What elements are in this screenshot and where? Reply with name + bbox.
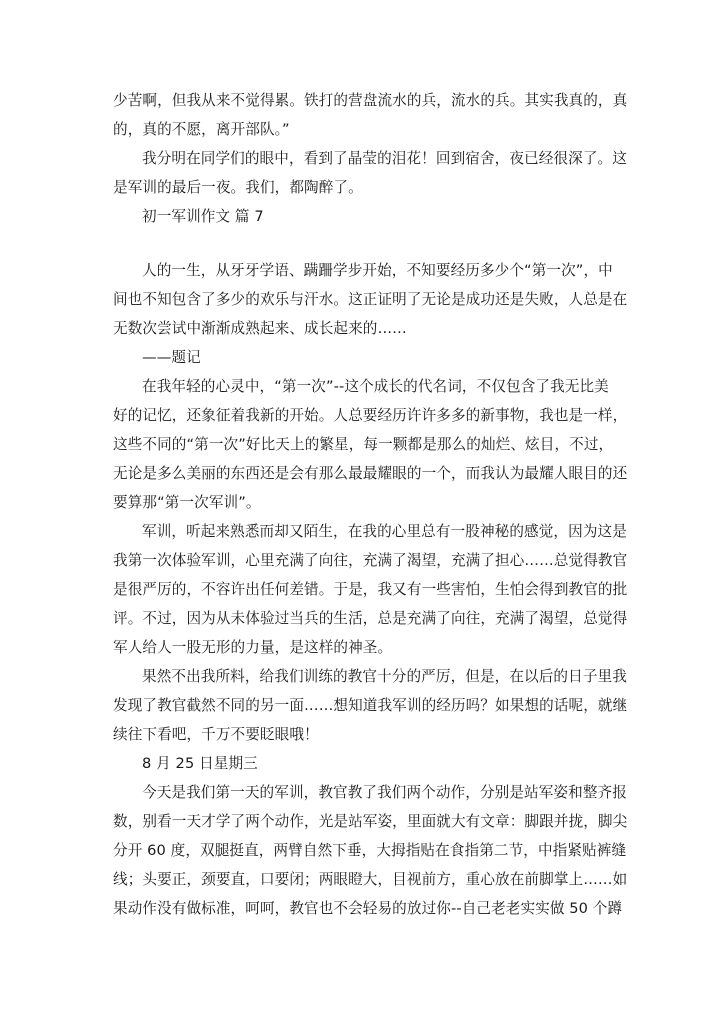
paragraph-intro <box>113 256 628 343</box>
text-line: 果动作没有做标准，呵呵，教官也不会轻易的放过你--自己老老实实做 50 个蹲 <box>113 900 623 917</box>
essay-title-text: 初一军训作文 篇 7 <box>142 208 264 225</box>
epigraph-text: ——题记 <box>142 349 201 366</box>
text-line: 军人给人一股无形的力量，是这样的神圣。 <box>113 639 393 656</box>
text-line: 间也不知包含了多少的欢乐与汗水。这正证明了无论是成功还是失败，人总是在 <box>113 291 628 308</box>
text-line: 无数次尝试中渐渐成熟起来、成长起来的…… <box>113 320 407 337</box>
epigraph <box>113 343 613 372</box>
essay-title <box>113 202 613 231</box>
text-line: 发现了教官截然不同的另一面……想知道我军训的经历吗？如果想的话呢，就继 <box>113 697 628 714</box>
text-line: 我第一次体验军训，心里充满了向往，充满了渴望，充满了担心……总觉得教官 <box>113 552 628 569</box>
text-line: 续往下看吧，千万不要眨眼哦！ <box>113 726 319 743</box>
paragraph-military-training <box>113 517 628 662</box>
text-line: 的，真的不愿，离开部队。” <box>113 121 290 138</box>
text-line: 我分明在同学们的眼中，看到了晶莹的泪花！回到宿舍，夜已经很深了。这 <box>142 150 627 167</box>
text-line: 是军训的最后一夜。我们，都陶醉了。 <box>113 179 363 196</box>
text-line: 数，别看一天才学了两个动作，光是站军姿，里面就大有文章：脚跟并拢，脚尖 <box>113 813 628 830</box>
paragraph-day-one <box>113 778 628 923</box>
text-line: 评。不过，因为从未体验过当兵的生活，总是充满了向往，充满了渴望，总觉得 <box>113 610 628 627</box>
text-line: 在我年轻的心灵中，“第一次”--这个成长的代名词，不仅包含了我无比美 <box>142 378 609 395</box>
text-line: 是很严厉的，不容许出任何差错。于是，我又有一些害怕，生怕会得到教官的批 <box>113 581 628 598</box>
text-line: 果然不出我所料，给我们训练的教官十分的严厉，但是，在以后的日子里我 <box>142 668 627 685</box>
text-line: 这些不同的“第一次”好比天上的繁星，每一颗都是那么的灿烂、炫目，不过， <box>113 436 614 453</box>
text-line: 少苦啊，但我从来不觉得累。铁打的营盘流水的兵，流水的兵。其实我真的，真 <box>113 92 628 109</box>
date-heading <box>113 749 613 778</box>
text-line: 线；头要正，颈要直，口要闭；两眼瞪大，目视前方，重心放在前脚掌上……如 <box>113 871 628 888</box>
paragraph-tears <box>113 144 627 202</box>
text-line: 军训，听起来熟悉而却又陌生，在我的心里总有一股神秘的感觉，因为这是 <box>142 523 627 540</box>
text-line: 今天是我们第一天的军训，教官教了我们两个动作，分别是站军姿和整齐报 <box>142 784 627 801</box>
text-line: 人的一生，从牙牙学语、蹒跚学步开始，不知要经历多少个“第一次”，中 <box>142 262 613 279</box>
paragraph-continued <box>113 86 628 144</box>
text-line: 要算那“第一次军训”。 <box>113 494 261 511</box>
text-line: 好的记忆，还象征着我新的开始。人总要经历许许多多的新事物，我也是一样， <box>113 407 628 424</box>
text-line: 分开 60 度，双腿挺直，两臂自然下垂，大拇指贴在食指第二节，中指紧贴裤缝 <box>113 842 627 859</box>
date-heading-text: 8 月 25 日星期三 <box>142 755 258 772</box>
paragraph-first-time <box>113 372 628 517</box>
text-line: 无论是多么美丽的东西还是会有那么最最耀眼的一个，而我认为最耀人眼目的还 <box>113 465 628 482</box>
paragraph-strict-instructor <box>113 662 628 749</box>
